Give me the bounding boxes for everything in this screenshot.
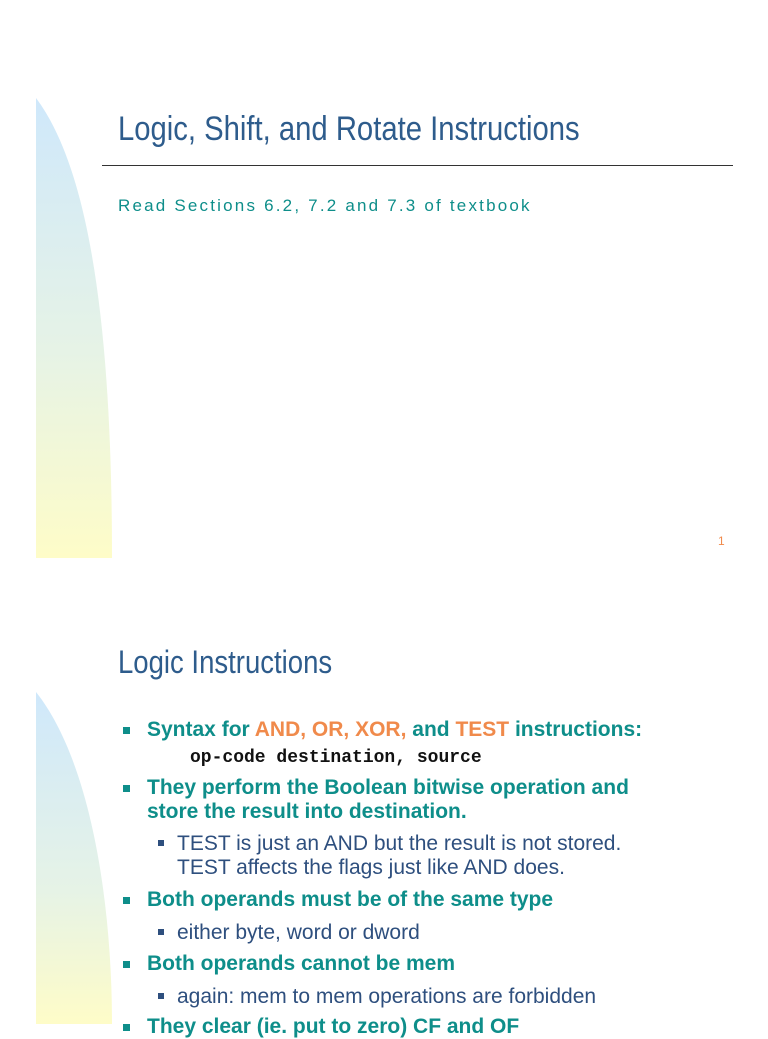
page-number: 1	[718, 534, 725, 548]
decorative-swoosh	[0, 600, 130, 1024]
keyword-test: TEST	[455, 718, 510, 741]
title-divider	[102, 165, 733, 166]
bullet-boolean-op-line2: store the result into destination.	[147, 800, 467, 823]
bullet-text: Syntax for	[147, 718, 255, 741]
bullet-text: instructions:	[509, 718, 643, 741]
bullet-marker	[123, 961, 130, 968]
bullet-marker	[123, 785, 130, 792]
slide-2	[0, 600, 768, 1038]
sub-bullet-test-line2: TEST affects the flags just like AND does.	[177, 856, 565, 879]
sub-bullet-mem-forbidden: again: mem to mem operations are forbidden	[177, 985, 597, 1008]
code-syntax: op-code destination, source	[190, 748, 482, 768]
slide-title: Logic, Shift, and Rotate Instructions	[118, 110, 580, 148]
bullet-syntax	[147, 718, 642, 742]
slide-title: Logic Instructions	[118, 644, 333, 680]
sub-bullet-sizes: either byte, word or dword	[177, 921, 420, 944]
bullet-marker	[123, 1024, 130, 1031]
sub-bullet-test-line1: TEST is just an AND but the result is not stored.	[177, 832, 622, 855]
keyword-and-or-xor: AND, OR, XOR,	[254, 718, 407, 741]
decorative-swoosh	[0, 0, 130, 576]
sub-bullet-marker	[158, 840, 164, 846]
bullet-clear-flags: They clear (ie. put to zero) CF and OF	[147, 1015, 520, 1038]
bullet-marker	[123, 727, 130, 734]
sub-bullet-marker	[158, 929, 164, 935]
slide-subtitle: Read Sections 6.2, 7.2 and 7.3 of textbook	[118, 196, 532, 215]
bullet-text: and	[406, 718, 456, 741]
bullet-boolean-op-line1: They perform the Boolean bitwise operation and	[147, 776, 629, 799]
bullet-no-mem: Both operands cannot be mem	[147, 952, 456, 975]
bullet-same-type: Both operands must be of the same type	[147, 888, 554, 911]
bullet-marker	[123, 897, 130, 904]
sub-bullet-marker	[158, 993, 164, 999]
